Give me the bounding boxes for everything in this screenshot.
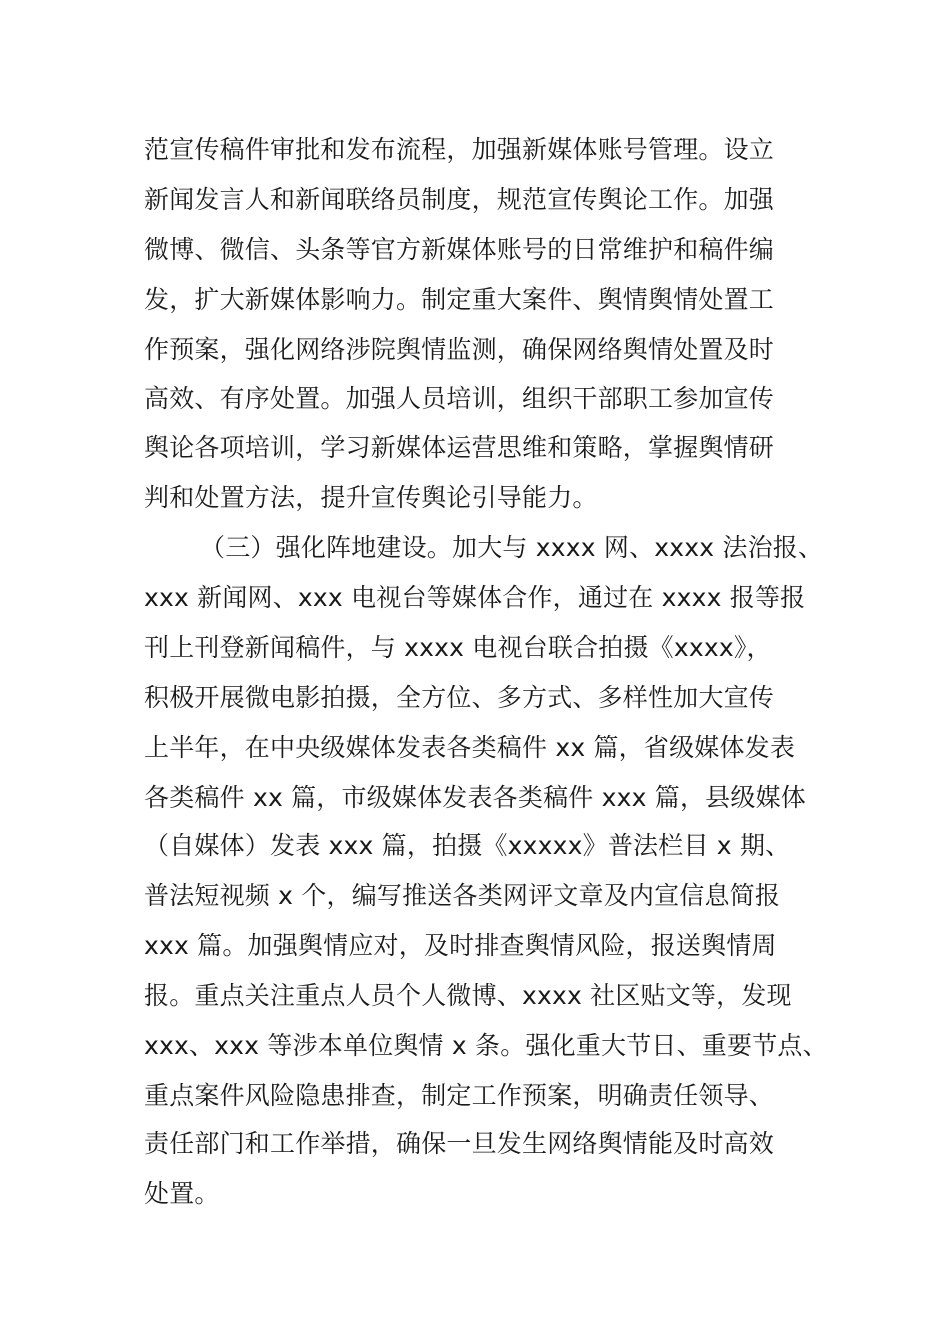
- text-line-18: 报。重点关注重点人员个人微博、xxxx 社区贴文等，发现: [144, 981, 792, 1010]
- text-line-8: 判和处置方法，提升宣传舆论引导能力。: [144, 483, 598, 512]
- text-line-2: 新闻发言人和新闻联络员制度，规范宣传舆论工作。加强: [144, 185, 775, 214]
- text-line-16: 普法短视频 x 个，编写推送各类网评文章及内宣信息简报: [144, 881, 781, 910]
- text-line-14: 各类稿件 xx 篇，市级媒体发表各类稿件 xxx 篇，县级媒体: [144, 783, 806, 812]
- text-line-12: 积极开展微电影拍摄，全方位、多方式、多样性加大宣传: [144, 683, 775, 712]
- text-line-22: 处置。: [144, 1179, 220, 1208]
- text-line-3: 微博、微信、头条等官方新媒体账号的日常维护和稿件编: [144, 235, 775, 264]
- text-line-5: 作预案，强化网络涉院舆情监测，确保网络舆情处置及时: [144, 335, 775, 364]
- text-line-4: 发，扩大新媒体影响力。制定重大案件、舆情舆情处置工: [144, 285, 775, 314]
- section-heading-line: （三）强化阵地建设。加大与 xxxx 网、xxxx 法治报、: [200, 533, 824, 562]
- text-line-1: 范宣传稿件审批和发布流程，加强新媒体账号管理。设立: [144, 135, 775, 164]
- text-line-6: 高效、有序处置。加强人员培训，组织干部职工参加宣传: [144, 384, 775, 413]
- text-line-20: 重点案件风险隐患排查，制定工作预案，明确责任领导、: [144, 1081, 775, 1110]
- text-line-13: 上半年，在中央级媒体发表各类稿件 xx 篇，省级媒体发表: [144, 733, 796, 762]
- text-line-11: 刊上刊登新闻稿件，与 xxxx 电视台联合拍摄《xxxx》，: [144, 633, 772, 662]
- text-line-10: xxx 新闻网、xxx 电视台等媒体合作，通过在 xxxx 报等报: [144, 583, 806, 612]
- text-line-7: 舆论各项培训，学习新媒体运营思维和策略，掌握舆情研: [144, 433, 775, 462]
- text-line-21: 责任部门和工作举措，确保一旦发生网络舆情能及时高效: [144, 1129, 775, 1158]
- text-line-17: xxx 篇。加强舆情应对，及时排查舆情风险，报送舆情周: [144, 931, 777, 960]
- text-line-15: （自媒体）发表 xxx 篇，拍摄《xxxxx》普法栏目 x 期、: [144, 831, 791, 860]
- text-line-19: xxx、xxx 等涉本单位舆情 x 条。强化重大节日、重要节点、: [144, 1031, 828, 1060]
